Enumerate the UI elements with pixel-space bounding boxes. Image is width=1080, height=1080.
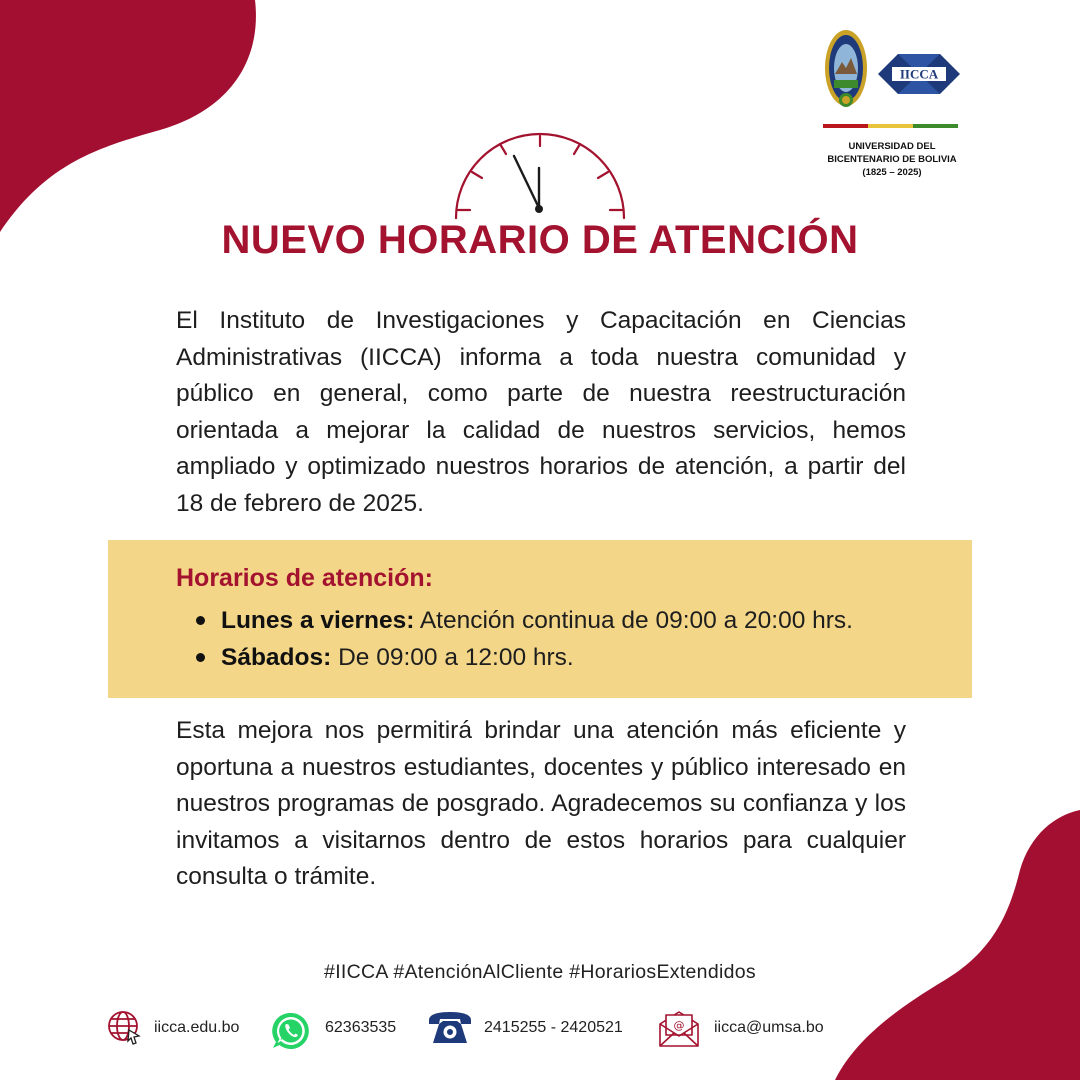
- hours-item-weekdays: [196, 602, 853, 639]
- page-title: NUEVO HORARIO DE ATENCIÓN: [221, 218, 859, 262]
- flag-stripe-red: [823, 124, 868, 128]
- flag-stripe-yellow: [868, 124, 913, 128]
- university-caption-line-3: (1825 – 2025): [862, 167, 922, 178]
- hours-item-value: Atención continua de 09:00 a 20:00 hrs.: [414, 607, 853, 634]
- university-seal-icon: [822, 28, 870, 114]
- svg-text:IICCA: IICCA: [899, 66, 939, 82]
- hours-item-label: Lunes a viernes:: [221, 607, 415, 634]
- university-caption: [812, 140, 972, 179]
- hours-item-label: Sábados:: [221, 644, 332, 671]
- svg-text:@: @: [673, 1019, 685, 1032]
- university-caption-line-1: UNIVERSIDAD DEL: [848, 141, 936, 152]
- hours-box: [108, 540, 972, 698]
- hours-item-value: De 09:00 a 12:00 hrs.: [331, 644, 574, 671]
- telephone-icon: [427, 1010, 473, 1046]
- hashtags: #IICCA #AtenciónAlCliente #HorariosExtendidos: [324, 961, 756, 983]
- flag-stripe-green: [913, 124, 958, 128]
- whatsapp-icon: [270, 1010, 312, 1052]
- clock-icon: [452, 124, 628, 224]
- closing-paragraph: Esta mejora nos permitirá brindar una atención más eficiente y oportuna a nuestros estudiantes, docentes y público interesado en nuestros programas de posgrado. Agradecemos su confianza y los invitamos a visitarnos dentro de estos horarios para cualquier consulta o trámite.: [176, 717, 906, 890]
- iicca-logo-icon: [878, 54, 960, 94]
- corner-blob-top-left: [0, 0, 260, 235]
- phone-text: 2415255 - 2420521: [484, 1019, 623, 1036]
- website-text: iicca.edu.bo: [154, 1019, 240, 1036]
- hours-heading: Horarios de atención:: [176, 564, 433, 592]
- hours-item-saturday: [196, 639, 853, 676]
- email-text: iicca@umsa.bo: [714, 1019, 824, 1036]
- globe-icon: [107, 1010, 143, 1046]
- institution-logos: [812, 28, 972, 188]
- whatsapp-text: 62363535: [325, 1019, 397, 1036]
- university-caption-line-2: BICENTENARIO DE BOLIVIA: [827, 154, 957, 165]
- envelope-icon: [658, 1010, 700, 1048]
- intro-paragraph: El Instituto de Investigaciones y Capacitación en Ciencias Administrativas (IICCA) informa a toda nuestra comunidad y público en general, como parte de nuestra reestructuración orientada a mejorar la calidad de nuestros servicios, hemos ampliado y optimizado nuestros horarios de atención, a partir del 18 de febrero de 2025.: [176, 307, 906, 517]
- hours-list: [196, 602, 853, 676]
